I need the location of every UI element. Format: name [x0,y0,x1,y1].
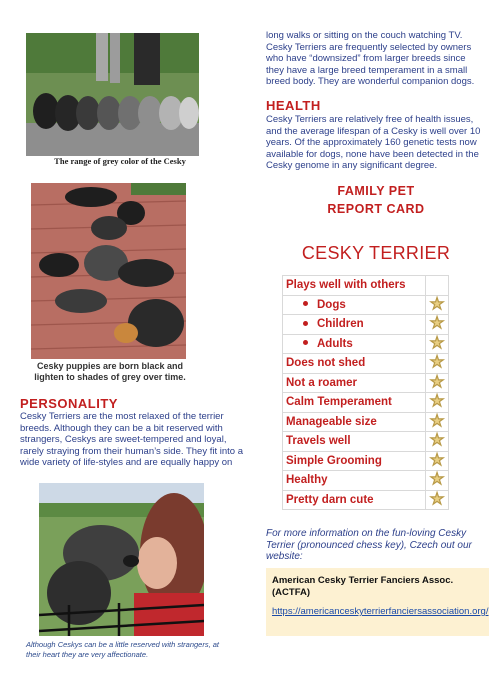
report-card-star-cell [426,412,449,432]
report-card-row-label: Dogs [317,298,346,311]
report-card-row [283,373,449,393]
star-icon: ★ [429,315,445,333]
report-card-row [283,295,449,315]
report-card-row [283,315,449,335]
association-name: American Cesky Terrier Fanciers Assoc. (ACTFA) [272,575,454,598]
report-card-star-cell [426,276,449,296]
report-card-row-label-cell [283,451,426,471]
report-card-row [283,354,449,374]
star-icon: ★ [429,432,445,450]
report-card-star-cell [426,490,449,510]
report-card-row-label: Travels well [286,435,351,448]
report-card-row-label-cell [283,354,426,374]
report-card-star-cell [426,354,449,374]
report-card-star-cell [426,373,449,393]
bullet-icon [303,340,308,345]
report-card-title-line2: REPORT CARD [327,202,425,216]
report-card-row-label: Adults [317,337,353,350]
bullet-icon [303,321,308,326]
report-card-table [282,275,449,510]
report-card-row-label-cell [283,373,426,393]
report-card-row-label-cell [283,276,426,296]
report-card-row-label-cell [283,295,426,315]
report-card-row-label-cell [283,490,426,510]
report-card-title-line1: FAMILY PET [337,184,415,198]
report-card-row-label: Simple Grooming [286,454,382,467]
star-icon: ★ [429,393,445,411]
star-icon: ★ [429,471,445,489]
report-card-row [283,276,449,296]
report-card-row-label-cell [283,315,426,335]
grey-dogs-caption: The range of grey color of the Cesky [54,156,186,166]
report-card-star-cell [426,451,449,471]
report-card-star-cell [426,432,449,452]
report-card-star-cell [426,393,449,413]
more-info-text: For more information on the fun-loving Cesky Terrier (pronounced chess key), Czech out our website: [266,528,472,562]
star-icon: ★ [429,354,445,372]
star-icon: ★ [429,373,445,391]
report-card-row [283,451,449,471]
report-card-row-label: Plays well with others [286,279,406,292]
report-card-star-cell [426,315,449,335]
report-card-row-label: Does not shed [286,357,366,370]
report-card-row-label-cell [283,412,426,432]
health-heading: HEALTH [266,98,321,113]
report-card-row [283,412,449,432]
grey-dogs-photo [26,33,199,156]
report-card-row [283,393,449,413]
association-link[interactable]: https://americanceskyterrierfanciersassociation.org/ [272,606,489,617]
star-icon: ★ [429,490,445,508]
report-card-row [283,471,449,491]
star-icon: ★ [429,295,445,313]
report-card-row-label-cell [283,432,426,452]
report-card-row-label-cell [283,393,426,413]
report-card-row-label-cell [283,471,426,491]
star-icon: ★ [429,451,445,469]
report-card-row-label-cell [283,334,426,354]
report-card-row-label: Pretty darn cute [286,493,374,506]
personality-body: Cesky Terriers are the most relaxed of the terrier breeds. Although they can be a bit reserved with strangers, Ceskys are sweet-tempered and loyal, rarely straying from their human’s side. They fit into a wide variety of life-styles and are equally happy on [20,411,243,468]
report-card-star-cell [426,471,449,491]
breed-title: CESKY TERRIER [301,243,451,263]
puppies-caption: Cesky puppies are born black and lighten to shades of grey over time. [34,361,186,382]
report-card-row [283,432,449,452]
star-icon: ★ [429,334,445,352]
personality-heading: PERSONALITY [20,396,118,411]
report-card-star-cell [426,334,449,354]
report-card-row [283,490,449,510]
report-card-row-label: Manageable size [286,415,377,428]
report-card-row-label: Calm Temperament [286,396,392,409]
woman-dog-caption: Although Ceskys can be a little reserved with strangers, at their heart they are very affectionate. [26,640,220,659]
report-card-star-cell [426,295,449,315]
report-card-title [266,182,486,218]
report-card-row [283,334,449,354]
report-card-row-label: Not a roamer [286,376,357,389]
health-body: Cesky Terriers are relatively free of health issues, and the average lifespan of a Cesky is well over 10 years. Of the approximately 160 genetic tests now available for dogs, none have been detected in the Cesky genome in any significant degree. [266,114,481,171]
report-card-row-label: Healthy [286,474,328,487]
continued-text: long walks or sitting on the couch watching TV. Cesky Terriers are frequently selected by owners who have “downsized” from larger breeds since they have a large breed temperament in a small breed body. They are wonderful companion dogs. [266,30,475,87]
woman-dog-photo [39,483,204,636]
puppies-photo [31,183,186,359]
bullet-icon [303,301,308,306]
star-icon: ★ [429,412,445,430]
report-card-row-label: Children [317,318,364,331]
